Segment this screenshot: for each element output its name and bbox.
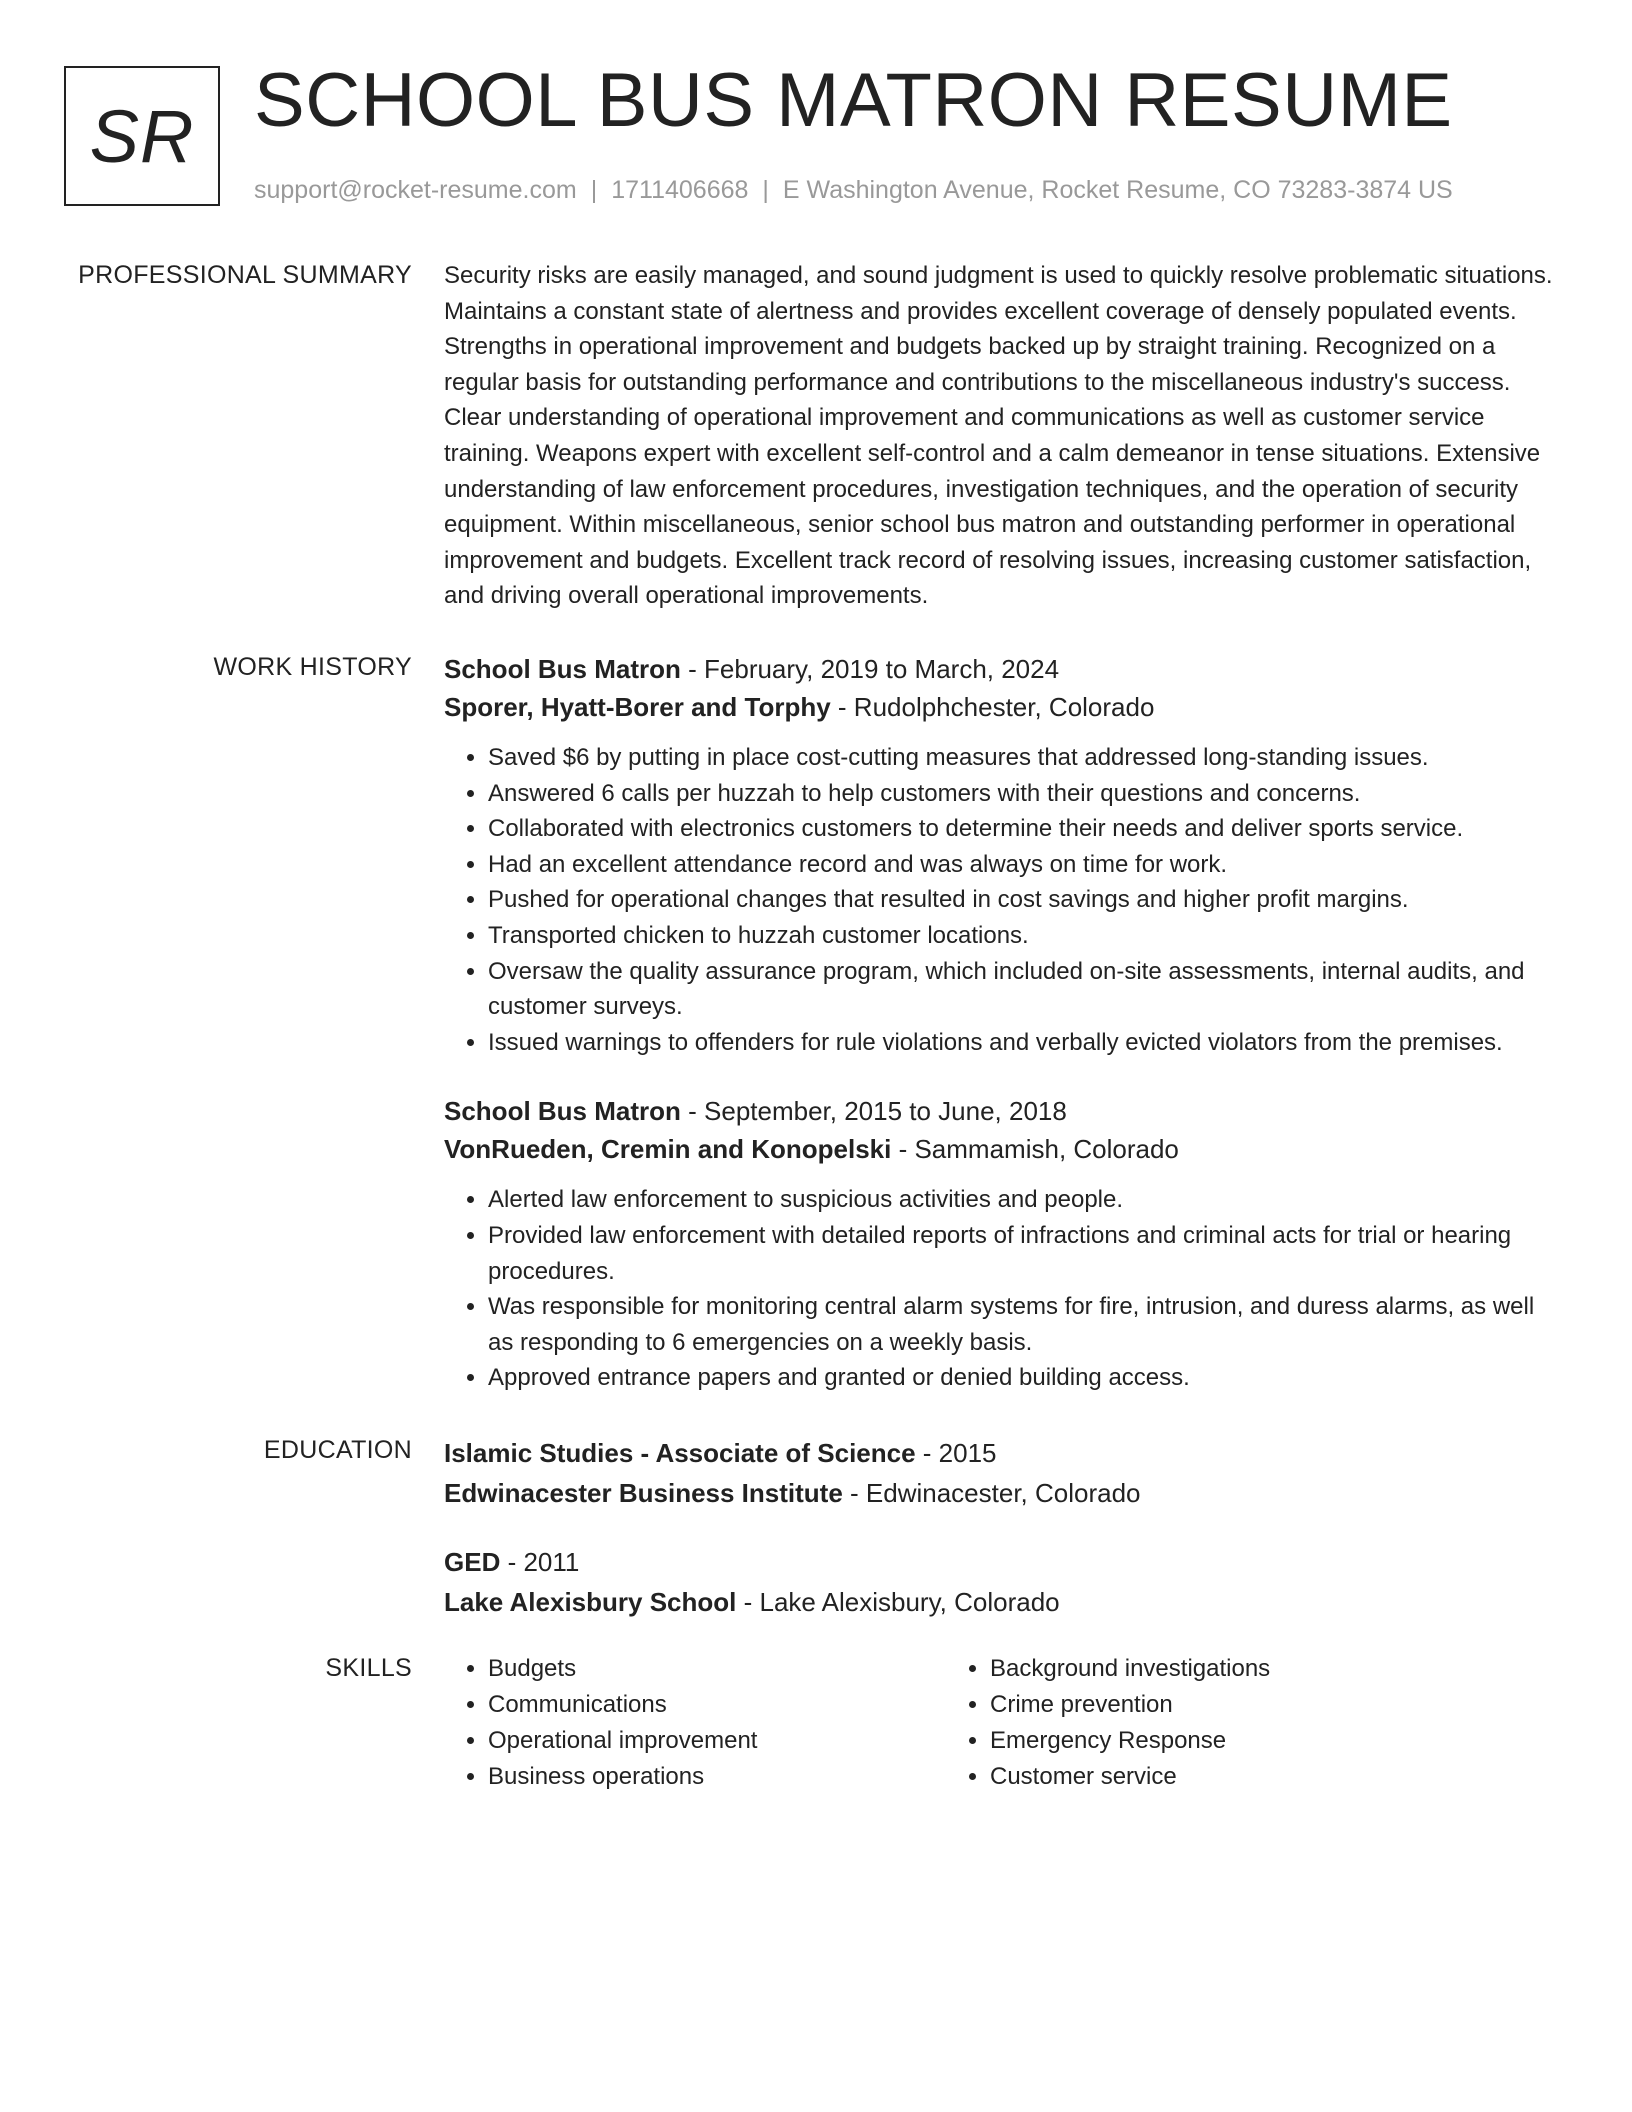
list-item: • Approved entrance papers and granted or denied building access. [488, 1360, 1560, 1396]
monogram-initials: SR [89, 94, 195, 178]
list-item: • Had an excellent attendance record and was always on time for work. [488, 847, 1560, 883]
skills-list-left [444, 1651, 946, 1795]
job-entry [444, 1092, 1560, 1396]
list-item: • Alerted law enforcement to suspicious activities and people. [488, 1182, 1560, 1218]
section-label-work-history: WORK HISTORY [213, 653, 412, 681]
contact-separator: | [762, 176, 769, 204]
contact-email: support@rocket-resume.com [254, 176, 577, 204]
job-company: VonRueden, Cremin and Konopelski [444, 1134, 892, 1165]
list-item: • Crime prevention [990, 1687, 1448, 1723]
job-title-line [444, 650, 1560, 688]
summary-text: Security risks are easily managed, and sound judgment is used to quickly resolve problematic situations. Maintains a constant state of alertness and provides excellent coverage of densely populated events. Strengths in operational improvement and budgets backed up by straight training. Recognized on a regular basis for outstanding performance and contributions to the miscellaneous industry's success. Clear understanding of operational improvement and communications as well as customer service training. Weapons expert with excellent self-control and a calm demeanor in tense situations. Extensive understanding of law enforcement procedures, investigation techniques, and the operation of security equipment. Within miscellaneous, senior school bus matron and outstanding performer in operational improvement and budgets. Excellent track record of resolving issues, increasing customer satisfaction, and driving overall operational improvements. [444, 262, 1553, 610]
list-item: • Operational improvement [488, 1723, 946, 1759]
education-school-line [444, 1582, 1560, 1622]
list-item: • Communications [488, 1687, 946, 1723]
list-item: • Oversaw the quality assurance program, which included on-site assessments, internal audits, and customer surveys. [488, 954, 1560, 1025]
education-school-line [444, 1473, 1560, 1513]
list-item: • Saved $6 by putting in place cost-cutting measures that addressed long-standing issues. [488, 740, 1560, 776]
monogram-box [64, 66, 220, 206]
education-school: Edwinacester Business Institute [444, 1478, 843, 1508]
section-label-summary: PROFESSIONAL SUMMARY [78, 261, 412, 289]
list-item: • Transported chicken to huzzah customer locations. [488, 918, 1560, 954]
job-title: School Bus Matron [444, 1096, 681, 1127]
list-item: • Budgets [488, 1651, 946, 1687]
list-item: • Issued warnings to offenders for rule violations and verbally evicted violators from the premises. [488, 1025, 1560, 1061]
education-degree-line [444, 1433, 1560, 1473]
job-entry [444, 650, 1560, 1060]
section-label-education: EDUCATION [263, 1436, 412, 1464]
summary-body [444, 258, 1560, 614]
contact-line [254, 174, 1453, 206]
job-dates: - September, 2015 to June, 2018 [680, 1096, 1067, 1127]
list-item: • Background investigations [990, 1651, 1448, 1687]
list-item: • Collaborated with electronics customers to determine their needs and deliver sports service. [488, 811, 1560, 847]
job-bullet-list [444, 740, 1560, 1060]
job-title: School Bus Matron [444, 654, 681, 684]
contact-phone: 1711406668 [611, 176, 749, 204]
job-location: - Rudolphchester, Colorado [830, 692, 1155, 722]
list-item: • Pushed for operational changes that resulted in cost savings and higher profit margins. [488, 882, 1560, 918]
job-company-line [444, 688, 1560, 726]
list-item: • Was responsible for monitoring central alarm systems for fire, intrusion, and duress alarms, as well as responding to 6 emergencies on a weekly basis. [488, 1289, 1560, 1360]
job-title-line [444, 1092, 1560, 1130]
education-degree-line [444, 1542, 1560, 1582]
skills-columns [444, 1651, 1560, 1795]
job-location: - Sammamish, Colorado [891, 1134, 1179, 1165]
job-company: Sporer, Hyatt-Borer and Torphy [444, 692, 831, 722]
education-entry [444, 1542, 1560, 1622]
job-bullet-list [444, 1182, 1560, 1396]
resume-title: SCHOOL BUS MATRON RESUME [254, 58, 1453, 143]
contact-address: E Washington Avenue, Rocket Resume, CO 73283-3874 US [782, 176, 1453, 204]
education-year: - 2011 [500, 1547, 580, 1577]
education-school: Lake Alexisbury School [444, 1587, 737, 1617]
education-location: - Edwinacester, Colorado [842, 1478, 1141, 1508]
education-location: - Lake Alexisbury, Colorado [736, 1587, 1060, 1617]
list-item: • Emergency Response [990, 1723, 1448, 1759]
section-label-skills: SKILLS [325, 1654, 412, 1682]
education-year: - 2015 [915, 1438, 997, 1468]
list-item: • Provided law enforcement with detailed reports of infractions and criminal acts for trial or hearing procedures. [488, 1218, 1560, 1289]
job-dates: - February, 2019 to March, 2024 [680, 654, 1060, 684]
skills-list-right [946, 1651, 1448, 1795]
list-item: • Customer service [990, 1759, 1448, 1795]
work-history-body [444, 650, 1560, 1396]
list-item: • Answered 6 calls per huzzah to help customers with their questions and concerns. [488, 776, 1560, 812]
skills-body [444, 1651, 1560, 1795]
education-body [444, 1433, 1560, 1622]
education-entry [444, 1433, 1560, 1513]
job-company-line [444, 1130, 1560, 1168]
list-item: • Business operations [488, 1759, 946, 1795]
education-degree: Islamic Studies - Associate of Science [444, 1438, 916, 1468]
contact-separator: | [590, 176, 598, 204]
education-degree: GED [444, 1547, 501, 1577]
